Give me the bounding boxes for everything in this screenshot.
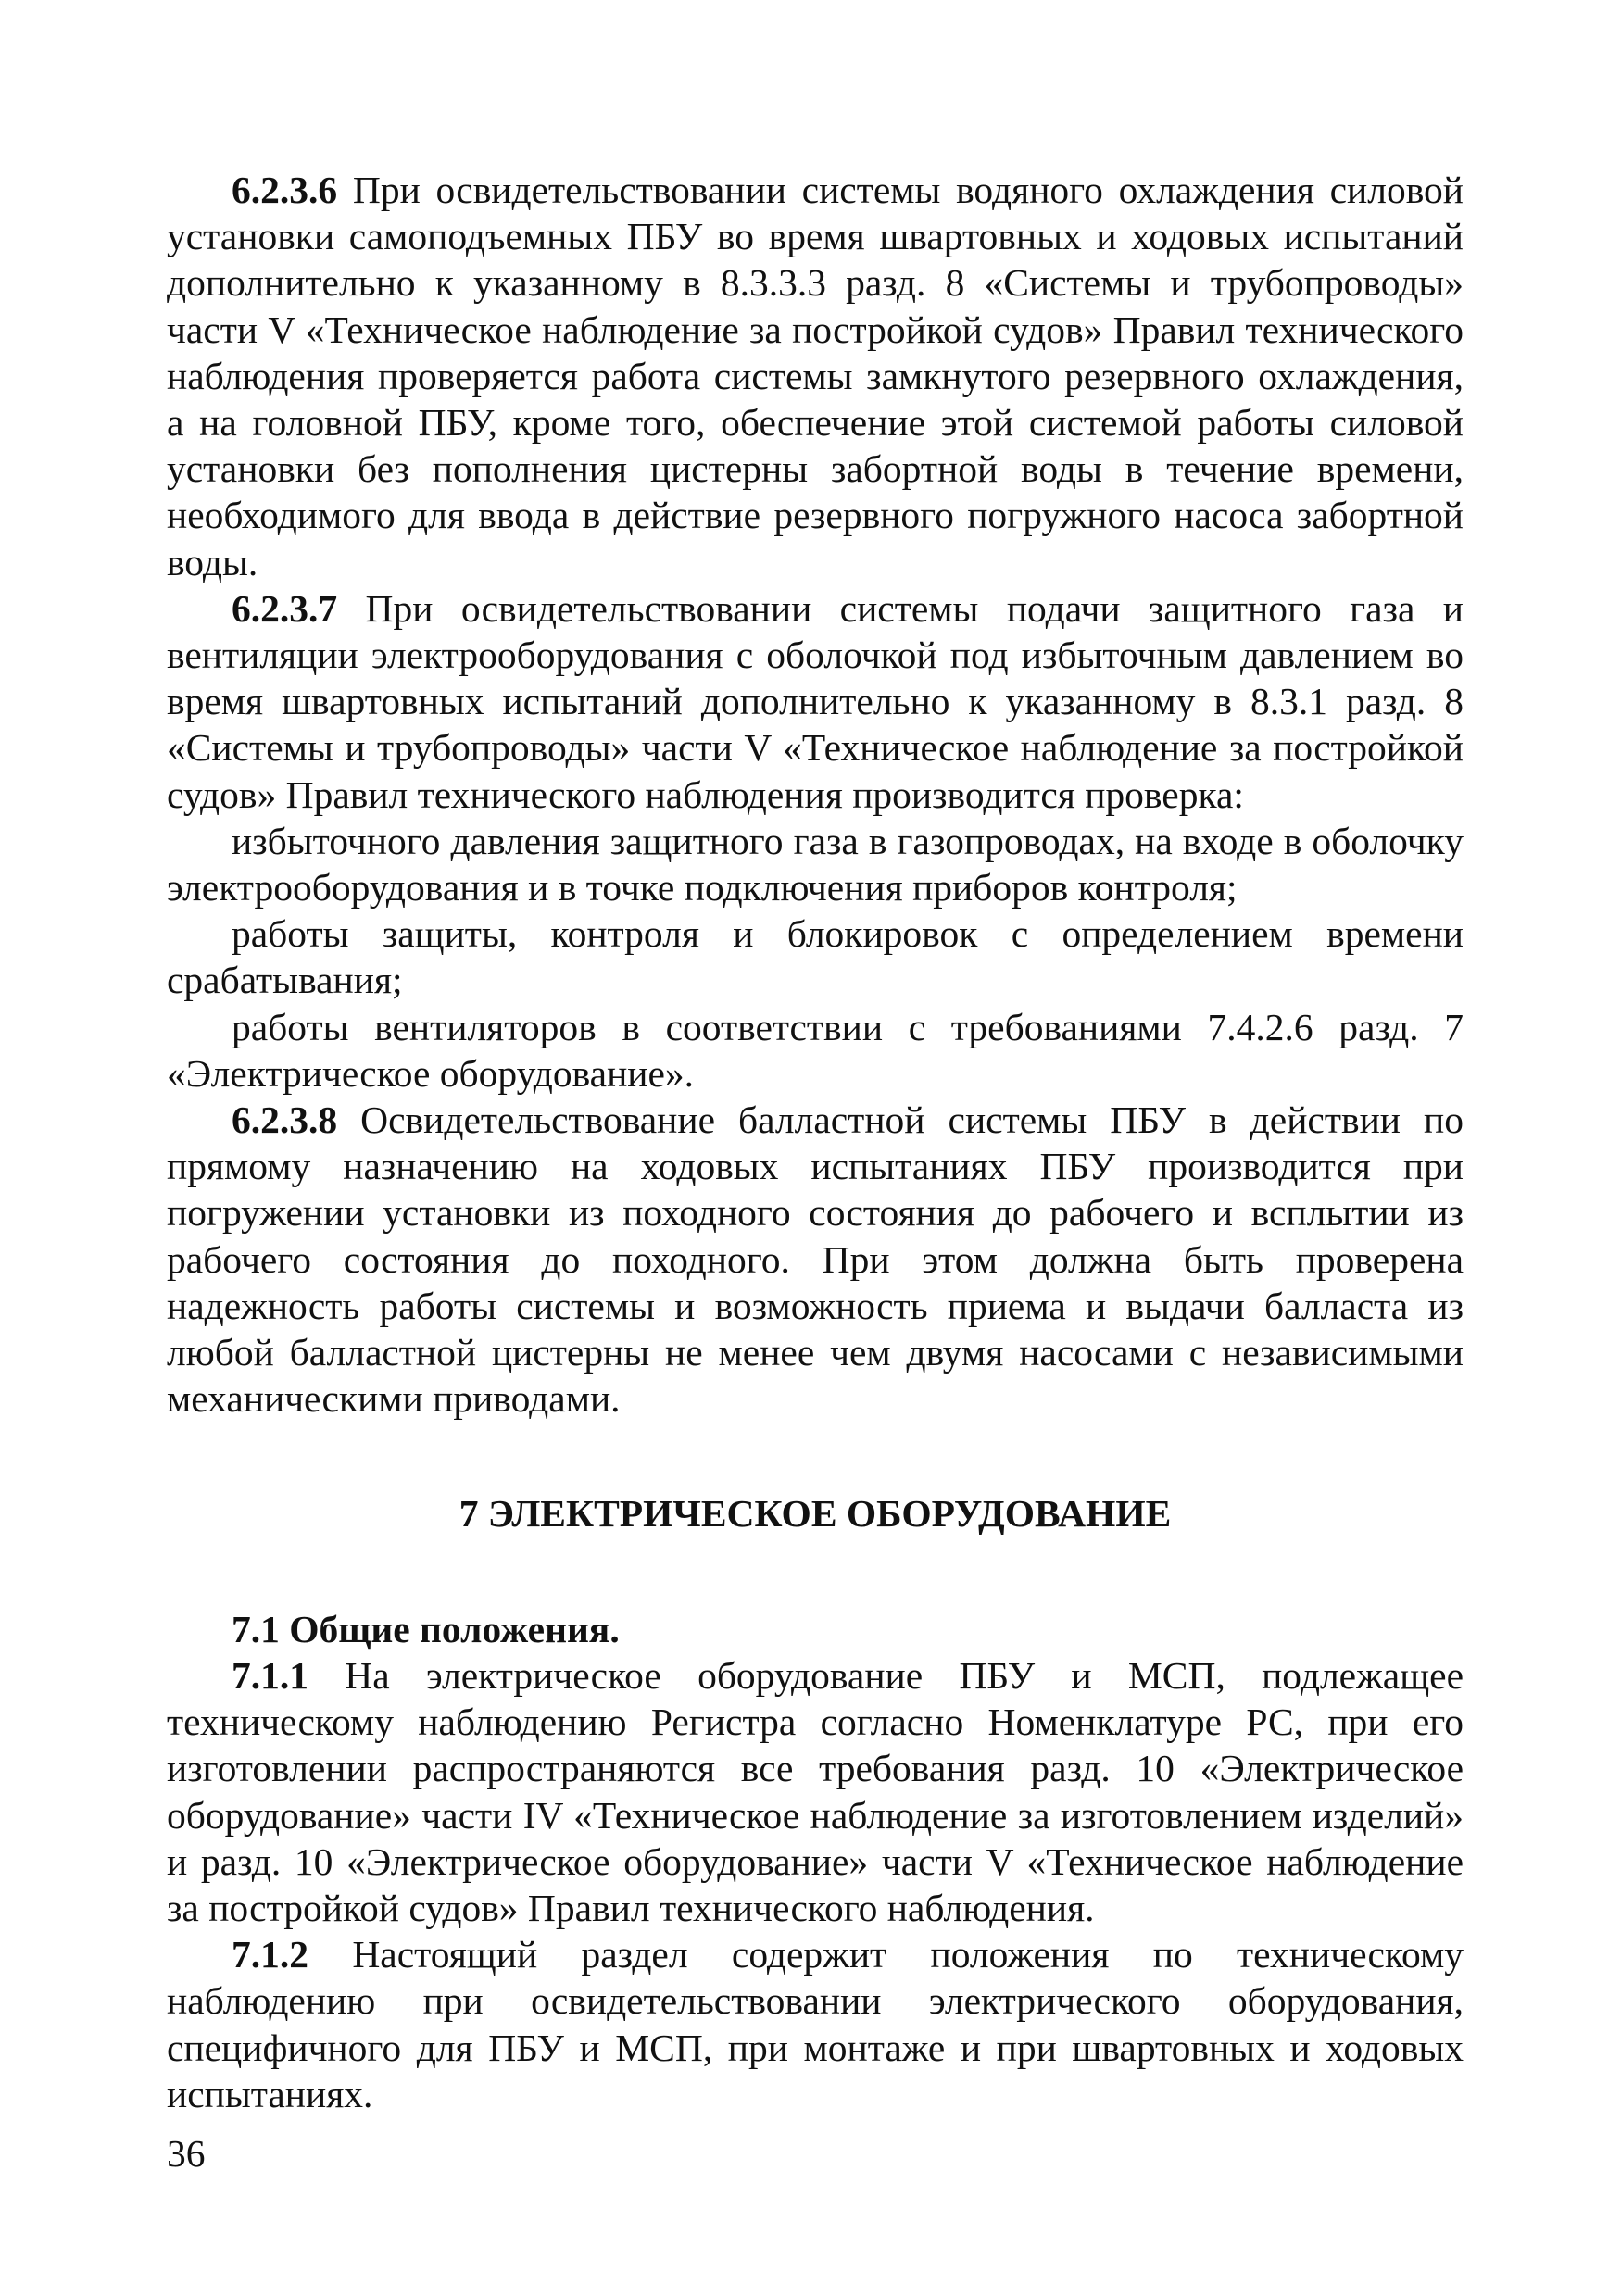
paragraph-6-2-3-7 <box>167 585 1464 818</box>
list-item-pressure: избыточного давления защитного газа в газопроводах, на входе в оболочку электрооборудования и в точке подключения приборов контроля; <box>167 819 1464 910</box>
paragraph-7-1-1 <box>167 1652 1464 1931</box>
paragraph-text: На электрическое оборудование ПБУ и МСП, подлежащее техническому наблюдению Регистра согласно Номенклатуре РС, при его изготовлении распространяются все требования разд. 10 «Электрическое оборудование» части IV «Техническое наблюдение за изготовлением изделий» и разд. 10 «Электрическое оборудование» части V «Техническое наблюдение за постройкой судов» Правил технического наблюдения. <box>167 1653 1464 1929</box>
paragraph-number: 7.1.1 <box>232 1653 308 1697</box>
paragraph-6-2-3-6 <box>167 167 1464 585</box>
paragraph-number: 6.2.3.6 <box>232 169 338 211</box>
list-item-fans: работы вентиляторов в соответствии с требованиями 7.4.2.6 разд. 7 «Электрическое оборудование». <box>167 1005 1464 1095</box>
paragraph-number: 6.2.3.8 <box>232 1098 338 1142</box>
section-title: 7.1 Общие положения. <box>232 1607 620 1650</box>
page-number: 36 <box>167 2132 206 2175</box>
document-page <box>167 167 1464 2117</box>
paragraph-7-1-2 <box>167 1931 1464 2117</box>
paragraph-text: Настоящий раздел содержит положения по техническому наблюдению при освидетельствовании электрического оборудования, специфичного для ПБУ и МСП, при монтаже и при швартовных и ходовых испытаниях. <box>167 1933 1464 2115</box>
paragraph-text: Освидетельствование балластной системы ПБУ в действии по прямому назначению на ходовых испытаниях ПБУ производится при погружении установки из походного состояния до рабочего и всплытии из рабочего состояния до походного. При этом должна быть проверена надежность работы системы и возможность приема и выдачи балласта из любой балластной цистерны не менее чем двумя насосами с независимыми механическими приводами. <box>167 1098 1464 1421</box>
paragraph-6-2-3-8 <box>167 1097 1464 1422</box>
paragraph-number: 6.2.3.7 <box>232 586 338 630</box>
paragraph-text: При освидетельствовании системы подачи защитного газа и вентиляции электрооборудования с оболочкой под избыточным давлением во время швартовных испытаний дополнительно к указанному в 8.3.1 разд. 8 «Системы и трубопроводы» части V «Техническое наблюдение за постройкой судов» Правил технического наблюдения производится проверка: <box>167 586 1464 816</box>
chapter-title: 7 ЭЛЕКТРИЧЕСКОЕ ОБОРУДОВАНИЕ <box>459 1492 1172 1536</box>
paragraph-text: При освидетельствовании системы водяного охлаждения силовой установки самоподъемных ПБУ во время швартовных и ходовых испытаний дополнительно к указанному в 8.3.3.3 разд. 8 «Системы и трубопроводы» части V «Техническое наблюдение за постройкой судов» Правил технического наблюдения проверяется работа системы замкнутого резервного охлаждения, а на головной ПБУ, кроме того, обеспечение этой системой работы силовой установки без пополнения цистерны забортной воды в течение времени, необходимого для ввода в действие резервного погружного насоса забортной воды. <box>167 169 1464 583</box>
paragraph-number: 7.1.2 <box>232 1933 308 1976</box>
list-item-protection: работы защиты, контроля и блокировок с определением времени срабатывания; <box>167 912 1464 1002</box>
